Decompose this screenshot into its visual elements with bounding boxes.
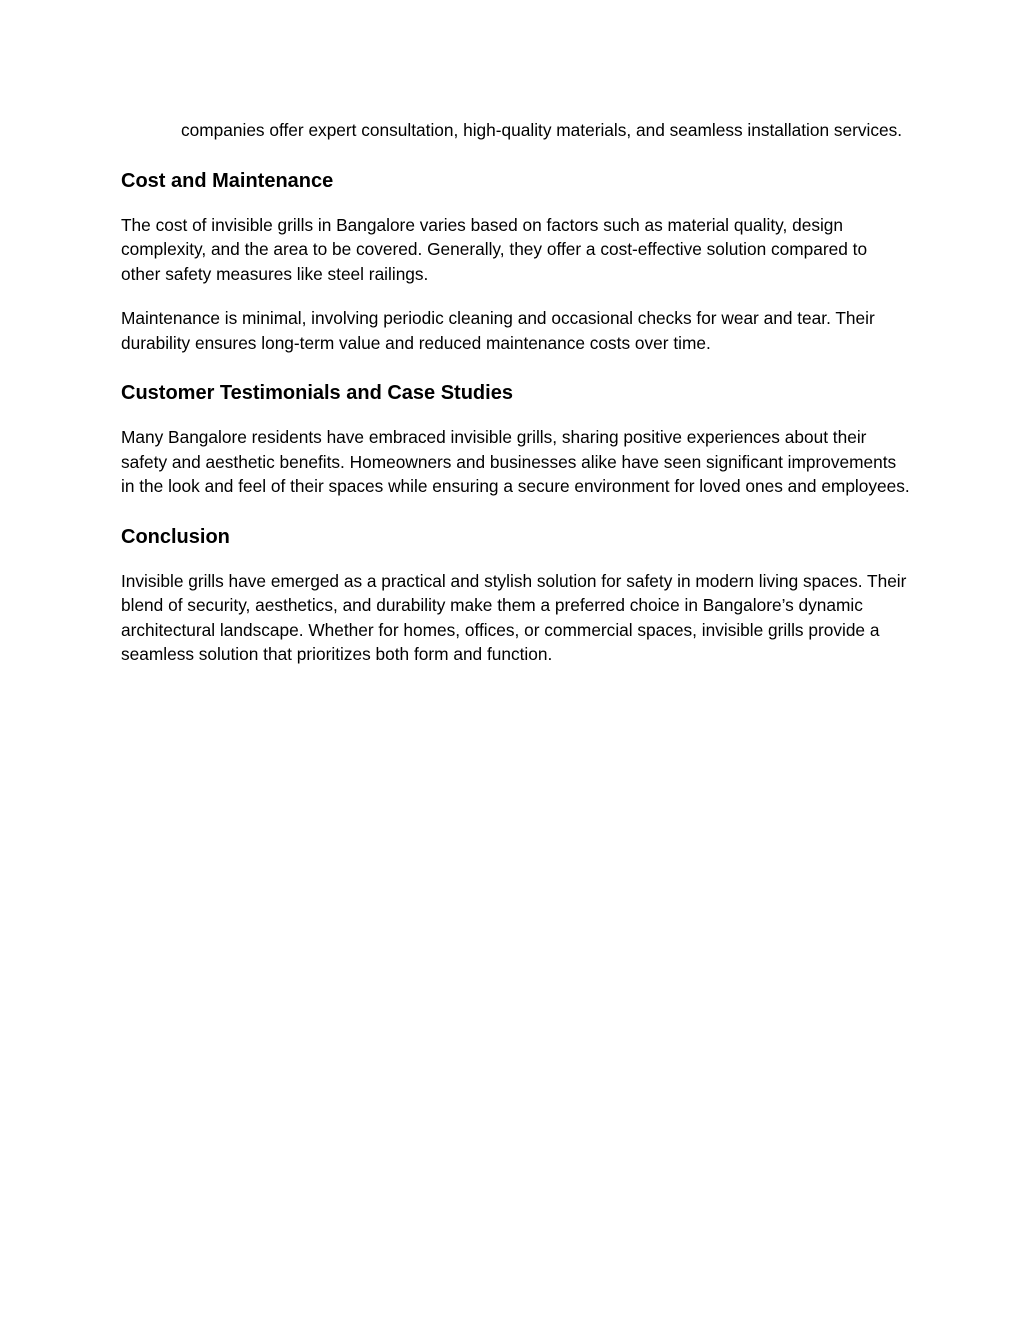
- document-body: [121, 118, 911, 667]
- section-heading: Customer Testimonials and Case Studies: [121, 382, 513, 404]
- list-continuation-text: companies offer expert consultation, high-quality materials, and seamless installation services.: [181, 120, 903, 140]
- section-customer-testimonials: [121, 380, 911, 499]
- paragraph: Invisible grills have emerged as a practical and stylish solution for safety in modern living spaces. Their blend of security, aesthetics, and durability make them a preferred choice in Bangalore’s dynamic architectural landscape. Whether for homes, offices, or commercial spaces, invisible grills provide a seamless solution that prioritizes both form and function.: [121, 570, 907, 664]
- paragraph: Maintenance is minimal, involving periodic cleaning and occasional checks for wear and tear. Their durability ensures long-term value and reduced maintenance costs over time.: [121, 308, 875, 353]
- paragraph: The cost of invisible grills in Bangalore varies based on factors such as material quality, design complexity, and the area to be covered. Generally, they offer a cost-effective solution compared to other safety measures like steel railings.: [121, 214, 868, 284]
- section-heading: Cost and Maintenance: [121, 169, 334, 192]
- section-conclusion: [121, 524, 911, 667]
- paragraph: Many Bangalore residents have embraced invisible grills, sharing positive experiences about their safety and aesthetic benefits. Homeowners and businesses alike have seen significant improvements in the look and feel of their spaces while ensuring a secure environment for loved ones and employees.: [121, 427, 910, 496]
- section-cost-and-maintenance: [121, 168, 911, 356]
- section-heading: Conclusion: [121, 525, 230, 548]
